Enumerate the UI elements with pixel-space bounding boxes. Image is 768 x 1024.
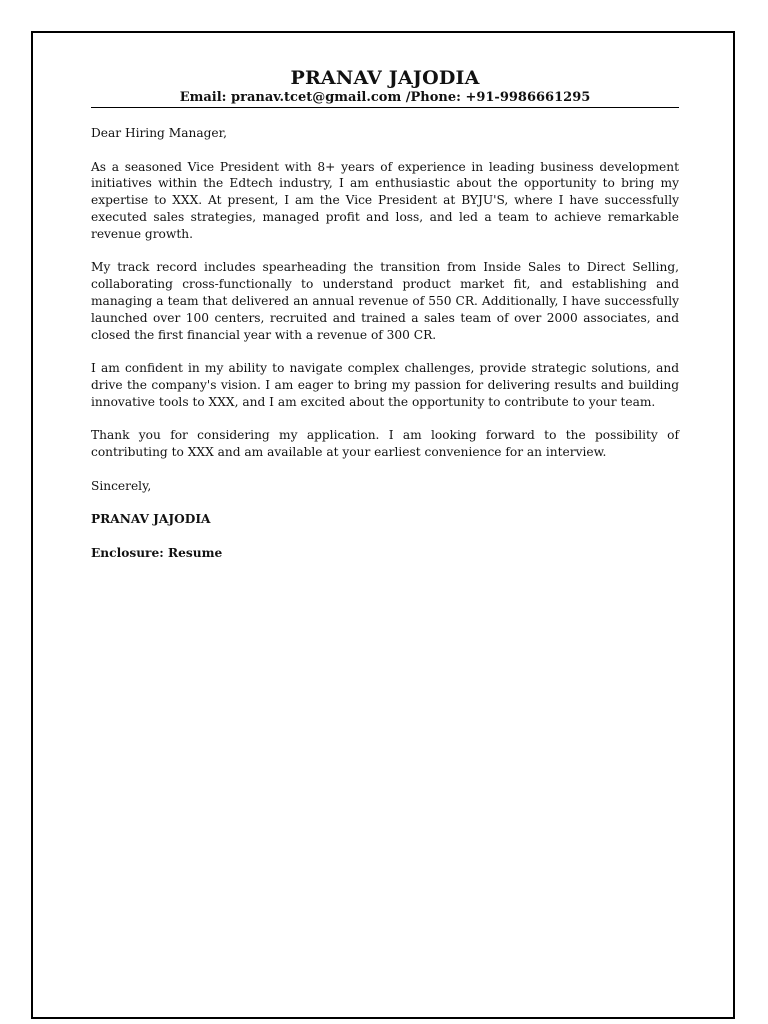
applicant-name-heading: PRANAV JAJODIA [290,67,480,89]
letter-content [91,66,679,579]
document-page [31,31,735,1019]
closing: Sincerely, [91,478,152,493]
paragraph-thanks: Thank you for considering my application. I am looking forward to the possibility of contributing to XXX and am available at your earliest convenience for an interview. [91,428,679,460]
contact-info: Email: pranav.tcet@gmail.com /Phone: +91-9986661295 [91,90,679,108]
paragraph-track-record: My track record includes spearheading the transition from Inside Sales to Direct Selling, collaborating cross-functionally to understand product market fit, and establishing and managing a team that delivered an annual revenue of 550 CR. Additionally, I have successfully launched over 100 centers, recruited and trained a sales team of over 2000 associates, and closed the first financial year with a revenue of 300 CR. [91,260,679,342]
salutation: Dear Hiring Manager, [91,126,227,140]
paragraph-confidence: I am confident in my ability to navigate complex challenges, provide strategic solutions, and drive the company's vision. I am eager to bring my passion for delivering results and building innovative tools to XXX, and I am excited about the opportunity to contribute to your team. [91,361,679,409]
paragraph-intro: As a seasoned Vice President with 8+ years of experience in leading business development initiatives within the Edtech industry, I am enthusiastic about the opportunity to bring my expertise to XXX. At present, I am the Vice President at BYJU'S, where I have successfully executed sales strategies, managed profit and loss, and led a team to achieve remarkable revenue growth. [91,159,679,241]
enclosure-note: Enclosure: Resume [91,545,223,560]
signature-name: PRANAV JAJODIA [91,512,211,527]
letter-body [91,125,679,562]
